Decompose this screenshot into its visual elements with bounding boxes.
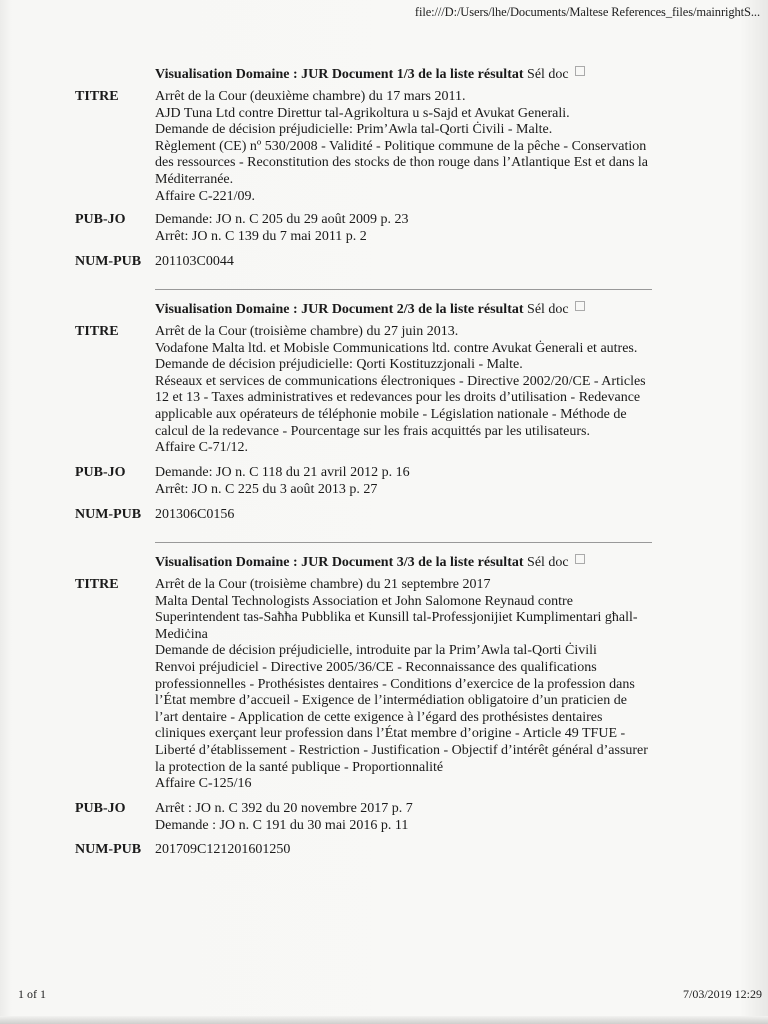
titre-line: Affaire C-71/12. bbox=[155, 440, 249, 456]
section-divider bbox=[155, 542, 652, 543]
scan-edge bbox=[0, 1016, 768, 1024]
titre-line: calcul de la redevance - Pourcentage sur les frais acquittés par les utilisateurs. bbox=[155, 423, 590, 439]
document-header bbox=[155, 66, 585, 83]
titre-line: Renvoi préjudiciel - Directive 2005/36/CE - Reconnaissance des qualifications bbox=[155, 659, 597, 675]
pubjo-line: Arrêt : JO n. C 392 du 20 novembre 2017 p. 7 bbox=[155, 801, 413, 816]
select-doc-label: Sél doc bbox=[527, 67, 569, 82]
titre-line: Demande de décision préjudicielle: Prim’Awla tal-Qorti Ċivili - Malte. bbox=[155, 122, 553, 138]
pubjo-label: PUB-JO bbox=[75, 212, 126, 227]
titre-label: TITRE bbox=[75, 89, 119, 104]
titre-line: Superintendent tas-Saħħa Pubblika et Kunsill tal-Professjonijiet Kumplimentari għall- bbox=[155, 610, 638, 626]
titre-line: Réseaux et services de communications électroniques - Directive 2002/20/CE - Articles bbox=[155, 373, 646, 389]
pubjo-line: Arrêt: JO n. C 225 du 3 août 2013 p. 27 bbox=[155, 481, 378, 497]
titre-line: 12 et 13 - Taxes administratives et redevances pour les droits d’utilisation - Redevance bbox=[155, 390, 641, 406]
page-indicator: 1 of 1 bbox=[18, 987, 46, 1001]
titre-line: Demande de décision préjudicielle: Qorti Kostituzzjonali - Malte. bbox=[155, 357, 523, 373]
titre-line: AJD Tuna Ltd contre Direttur tal-Agrikoltura u s-Sajd et Avukat Generali. bbox=[155, 105, 570, 121]
titre-line: la protection de la santé publique - Proportionnalité bbox=[155, 759, 444, 775]
titre-label: TITRE bbox=[75, 324, 119, 339]
print-timestamp: 7/03/2019 12:29 bbox=[682, 987, 762, 1001]
titre-line: Affaire C-125/16 bbox=[155, 776, 252, 792]
titre-line: Vodafone Malta ltd. et Mobisle Communications ltd. contre Avukat Ġenerali et autres. bbox=[155, 340, 638, 356]
titre-line: l’art dentaire - Application de cette exigence à l’égard des prothésistes dentaires bbox=[155, 709, 603, 725]
titre-line: Liberté d’établissement - Restriction - Justification - Objectif d’intérêt général d’assurer bbox=[155, 742, 648, 758]
pubjo-label: PUB-JO bbox=[75, 465, 126, 480]
numpub-value: 201306C0156 bbox=[155, 507, 235, 522]
document-header-title: Visualisation Domaine : JUR Document 3/3 de la liste résultat bbox=[155, 555, 524, 570]
document-header-title: Visualisation Domaine : JUR Document 2/3 de la liste résultat bbox=[155, 302, 524, 317]
titre-line: professionnelles - Prothésistes dentaires - Conditions d’exercice de la profession dans bbox=[155, 676, 635, 692]
numpub-value: 201103C0044 bbox=[155, 254, 234, 269]
titre-line: Règlement (CE) nº 530/2008 - Validité - Politique commune de la pêche - Conservation bbox=[155, 138, 647, 154]
titre-line: Mediċina bbox=[155, 626, 208, 642]
pubjo-value bbox=[155, 212, 703, 245]
titre-value bbox=[155, 577, 703, 793]
file-url: file:///D:/Users/lhe/Documents/Maltese References_files/mainrightS... bbox=[414, 5, 760, 19]
titre-label: TITRE bbox=[75, 577, 119, 592]
pubjo-value bbox=[155, 801, 703, 834]
titre-line: Malta Dental Technologists Association et John Salomone Reynaud contre bbox=[155, 593, 573, 609]
select-doc-checkbox[interactable] bbox=[575, 554, 585, 564]
numpub-label: NUM-PUB bbox=[75, 842, 142, 857]
pubjo-line: Arrêt: JO n. C 139 du 7 mai 2011 p. 2 bbox=[155, 228, 367, 244]
titre-line: Arrêt de la Cour (troisième chambre) du 21 septembre 2017 bbox=[155, 577, 491, 592]
titre-line: des ressources - Reconstitution des stocks de thon rouge dans l’Atlantique Est et dans la bbox=[155, 155, 649, 171]
select-doc-label: Sél doc bbox=[527, 555, 569, 570]
titre-line: Méditerranée. bbox=[155, 171, 234, 187]
titre-line: Affaire C-221/09. bbox=[155, 188, 256, 204]
titre-line: Arrêt de la Cour (troisième chambre) du 27 juin 2013. bbox=[155, 324, 459, 339]
titre-line: Demande de décision préjudicielle, introduite par la Prim’Awla tal-Qorti Ċivili bbox=[155, 643, 597, 659]
numpub-label: NUM-PUB bbox=[75, 254, 142, 269]
section-divider bbox=[155, 289, 652, 290]
document-header-title: Visualisation Domaine : JUR Document 1/3 de la liste résultat bbox=[155, 67, 524, 82]
titre-line: Arrêt de la Cour (deuxième chambre) du 17 mars 2011. bbox=[155, 89, 466, 104]
select-doc-checkbox[interactable] bbox=[575, 66, 585, 76]
titre-value bbox=[155, 324, 703, 457]
pubjo-value bbox=[155, 465, 703, 498]
pubjo-line: Demande: JO n. C 118 du 21 avril 2012 p. 16 bbox=[155, 465, 410, 480]
titre-line: applicable aux opérateurs de téléphonie mobile - Législation nationale - Méthode de bbox=[155, 406, 627, 422]
document-header bbox=[155, 301, 585, 318]
titre-value bbox=[155, 89, 703, 205]
titre-line: cliniques exerçant leur profession dans l’État membre d’origine - Article 49 TFUE - bbox=[155, 726, 626, 742]
titre-line: l’État membre d’accueil - Exigence de l’intermédiation obligatoire d’un praticien de bbox=[155, 693, 627, 709]
numpub-value: 201709C121201601250 bbox=[155, 842, 291, 857]
pubjo-label: PUB-JO bbox=[75, 801, 126, 816]
select-doc-label: Sél doc bbox=[527, 302, 569, 317]
numpub-label: NUM-PUB bbox=[75, 507, 142, 522]
select-doc-checkbox[interactable] bbox=[575, 301, 585, 311]
document-header bbox=[155, 554, 585, 571]
pubjo-line: Demande : JO n. C 191 du 30 mai 2016 p. 11 bbox=[155, 817, 409, 833]
pubjo-line: Demande: JO n. C 205 du 29 août 2009 p. 23 bbox=[155, 212, 409, 227]
